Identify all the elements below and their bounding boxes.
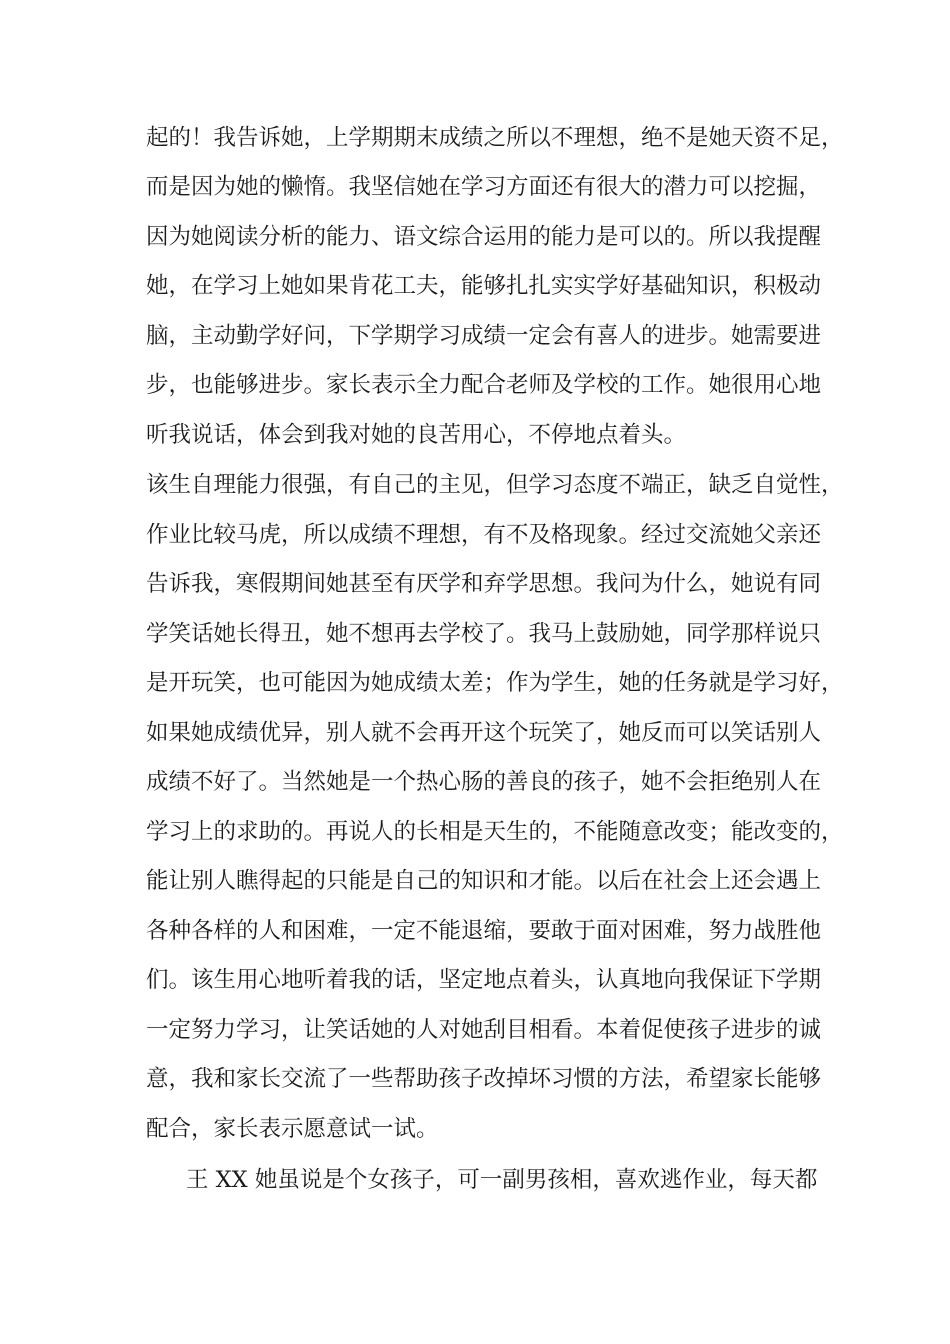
paragraph-2-line-5: 是开玩笑，也可能因为她成绩太差；作为学生，她的任务就是学习好， bbox=[146, 670, 844, 696]
paragraph-1-line-2: 而是因为她的懒惰。我坚信她在学习方面还有很大的潜力可以挖掘， bbox=[146, 174, 822, 200]
paragraph-1-line-6: 步，也能够进步。家长表示全力配合老师及学校的工作。她很用心地 bbox=[146, 372, 822, 398]
paragraph-1-line-7: 听我说话，体会到我对她的良苦用心，不停地点着头。 bbox=[146, 422, 687, 448]
paragraph-1-line-5: 脑，主动勤学好问，下学期学习成绩一定会有喜人的进步。她需要进 bbox=[146, 323, 822, 349]
paragraph-2-line-3: 告诉我，寒假期间她甚至有厌学和弃学思想。我问为什么，她说有同 bbox=[146, 571, 822, 597]
paragraph-2-line-1: 该生自理能力很强，有自己的主见，但学习态度不端正，缺乏自觉性， bbox=[146, 472, 844, 498]
paragraph-2-line-2: 作业比较马虎，所以成绩不理想，有不及格现象。经过交流她父亲还 bbox=[146, 522, 822, 548]
paragraph-2-line-4: 学笑话她长得丑，她不想再去学校了。我马上鼓励她，同学那样说只 bbox=[146, 621, 822, 647]
paragraph-2-line-7: 成绩不好了。当然她是一个热心肠的善良的孩子，她不会拒绝别人在 bbox=[146, 769, 822, 795]
paragraph-2-line-8: 学习上的求助的。再说人的长相是天生的，不能随意改变；能改变的， bbox=[146, 819, 844, 845]
paragraph-3-line-1: 王 XX 她虽说是个女孩子，可一副男孩相，喜欢逃作业，每天都 bbox=[186, 1167, 818, 1193]
paragraph-1-line-3: 因为她阅读分析的能力、语文综合运用的能力是可以的。所以我提醒 bbox=[146, 224, 822, 250]
paragraph-1-line-4: 她，在学习上她如果肯花工夫，能够扎扎实实学好基础知识，积极动 bbox=[146, 273, 822, 299]
paragraph-2-line-13: 意，我和家长交流了一些帮助孩子改掉坏习惯的方法，希望家长能够 bbox=[146, 1066, 822, 1092]
paragraph-1-line-1: 起的！我告诉她，上学期期末成绩之所以不理想，绝不是她天资不足， bbox=[146, 125, 844, 151]
paragraph-2-line-9: 能让别人瞧得起的只能是自己的知识和才能。以后在社会上还会遇上 bbox=[146, 868, 822, 894]
paragraph-2-line-11: 们。该生用心地听着我的话，坚定地点着头，认真地向我保证下学期 bbox=[146, 967, 822, 993]
paragraph-2-line-14: 配合，家长表示愿意试一试。 bbox=[146, 1116, 439, 1142]
paragraph-2-line-6: 如果她成绩优异，别人就不会再开这个玩笑了，她反而可以笑话别人 bbox=[146, 720, 822, 746]
paragraph-2-line-10: 各种各样的人和困难，一定不能退缩，要敢于面对困难，努力战胜他 bbox=[146, 918, 822, 944]
paragraph-2-line-12: 一定努力学习，让笑话她的人对她刮目相看。本着促使孩子进步的诚 bbox=[146, 1017, 822, 1043]
